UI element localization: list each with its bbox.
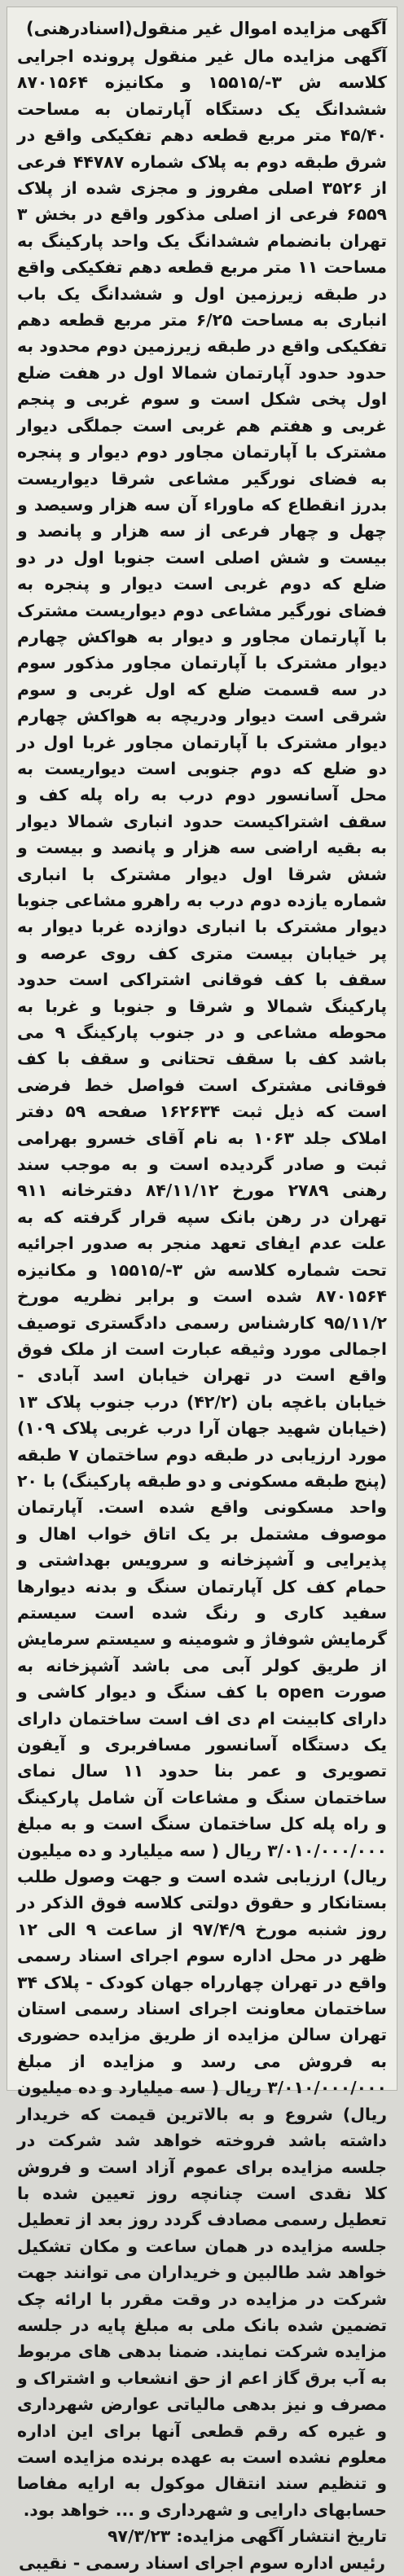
newspaper-clipping [7, 7, 397, 2573]
notice-body: آگهی مزایده مال غیر منقول پرونده اجرایی کلاسه ش ۳-/۱۵۵۱۵ و مکانیزه ۸۷۰۱۵۶۴ ششدانگ یک دستگاه آپارتمان به مساحت ۴۵/۴۰ متر مربع قطعه دهم تفکیکی واقع در شرق طبقه دوم به پلاک شماره ۴۴۷۸۷ فرعی از ۳۵۲۶ اصلی مفروز و مجزی شده از پلاک ۶۵۵۹ فرعی از اصلی مذکور واقع در بخش ۳ تهران بانضمام ششدانگ یک واحد پارکینگ به مساحت ۱۱ متر مربع قطعه دهم تفکیکی واقع در طبقه زیرزمین اول و ششدانگ یک باب انباری به مساحت ۶/۲۵ متر مربع قطعه دهم تفکیکی واقع در طبقه زیرزمین دوم محدود به حدود حدود آپارتمان شمالا اول در هفت ضلع اول پخی شکل است و سوم غربی و پنجم غربی و هفتم هم غربی است جملگی دیوار مشترک با آپارتمان مجاور دوم دیوار و پنجره به فضای نورگیر مشاعی شرقا دیواریست بدرز انقطاع که ماوراء آن سه هزار وسیصد و چهل و چهار فرعی از سه هزار و پانصد و بیست و شش اصلی است جنوبا اول در دو ضلع که دوم غربی است دیوار و پنجره به فضای نورگیر مشاعی دوم دیواریست مشترک با آپارتمان مجاور و دیوار به هواکش چهارم دیوار مشترک با آپارتمان مجاور مذکور سوم در سه قسمت ضلع که اول غربی و سوم شرقی است دیوار ودریچه به هواکش چهارم دیوار مشترک با آپارتمان مجاور غربا اول در دو ضلع که دوم جنوبی است دیواریست به محل آسانسور دوم درب به راه پله کف و سقف اشتراکیست حدود انباری شمالا دیوار به بقیه اراضی سه هزار و پانصد و بیست و شش شرقا اول دیوار مشترک با انباری شماره یازده دوم درب به راهرو مشاعی جنوبا دیوار مشترک با انباری دوازده غربا دیوار به پر خیابان بیست متری کف روی عرصه و سقف با کف فوقانی اشتراکی است حدود پارکینگ شمالا و شرقا و جنوبا و غربا به محوطه مشاعی و در جنوب پارکینگ ۹ می باشد کف با سقف تحتانی و سقف با کف فوقانی مشترک است فواصل خط فرضی است که ذیل ثبت ۱۶۲۶۳۴ صفحه ۵۹ دفتر املاک جلد ۱۰۶۳ به نام آقای خسرو بهرامی ثبت و صادر گردیده است و به موجب سند رهنی ۲۷۸۹ مورخ ۸۴/۱۱/۱۲ دفترخانه ۹۱۱ تهران در رهن بانک سپه قرار گرفته که به علت عدم ایفای تعهد منجر به صدور اجرائیه تحت شماره کلاسه ش ۳-/۱۵۵۱۵ و مکانیزه ۸۷۰۱۵۶۴ شده است و برابر نظریه مورخ ۹۵/۱۱/۲ کارشناس رسمی دادگستری توصیف اجمالی مورد وثیقه عبارت است از ملک فوق واقع است در تهران خیابان اسد آبادی - خیابان باغچه بان (۴۲/۲) درب جنوب پلاک ۱۳ (خیابان شهید جهان آرا درب غربی پلاک ۱۰۹) مورد ارزیابی در طبقه دوم ساختمان ۷ طبقه (پنج طبقه مسکونی و دو طبقه پارکینگ) با ۲۰ واحد مسکونی واقع شده است. آپارتمان موصوف مشتمل بر یک اتاق خواب اهال و پذیرایی و آشپزخانه و سرویس بهداشتی و حمام کف کل آپارتمان سنگ و بدنه دیوارها سفید کاری و رنگ شده است سیستم گرمایش شوفاژ و شومینه و سیستم سرمایش از طریق کولر آبی می باشد آشپزخانه به صورت open با کف سنگ و دیوار کاشی و دارای کابینت ام دی اف است ساختمان دارای یک دستگاه آسانسور مسافربری و آیفون تصویری و عمر بنا حدود ۱۱ سال نمای ساختمان سنگ و مشاعات آن شامل پارکینگ و راه پله کل ساختمان سنگ است و به مبلغ ۳/۰۱۰/۰۰۰/۰۰۰ ریال ( سه میلیارد و ده میلیون ریال) ارزیابی شده است و جهت وصول طلب بستانکار و حقوق دولتی کلاسه فوق الذکر در روز شنبه مورخ ۹۷/۴/۹ از ساعت ۹ الی ۱۲ ظهر در محل اداره سوم اجرای اسناد رسمی واقع در تهران چهارراه جهان کودک - پلاک ۳۴ ساختمان معاونت اجرای اسناد رسمی استان تهران سالن مزایده از طریق مزایده حضوری به فروش می رسد و مزایده از مبلغ ۳/۰۱۰/۰۰۰/۰۰۰ ریال ( سه میلیارد و ده میلیون ریال) شروع و به بالاترین قیمت که خریدار داشته باشد فروخته خواهد شد شرکت در جلسه مزایده برای عموم آزاد است و فروش کلا نقدی است چنانچه روز تعیین شده با تعطیل رسمی مصادف گردد روز بعد از تعطیل جلسه مزایده در همان ساعت و مکان تشکیل خواهد شد طالبین و خریداران می توانند جهت شرکت در مزایده در وقت مقرر با ارائه چک تضمین شده بانک ملی به مبلغ پایه در جلسه مزایده شرکت نمایند. ضمنا بدهی های مربوط به آب برق گاز اعم از حق انشعاب و اشتراک و مصرف و نیز بدهی مالیاتی عوارض شهرداری و غیره که رقم قطعی آنها برای این اداره معلوم نشده است به عهده برنده مزایده است و تنظیم سند انتقال موکول به ارایه مفاصا حسابهای دارایی و شهرداری و ... خواهد بود. [16, 46, 388, 2520]
notice-title: آگهی مزایده اموال غیر منقول(اسنادرهنی) [25, 19, 387, 38]
signature-line: رئیس اداره سوم اجرای اسناد رسمی - نقیبی [19, 2552, 385, 2573]
publish-date-line: تاریخ انتشار آگهی مزایده: ۹۷/۳/۲۳ [108, 2526, 387, 2547]
